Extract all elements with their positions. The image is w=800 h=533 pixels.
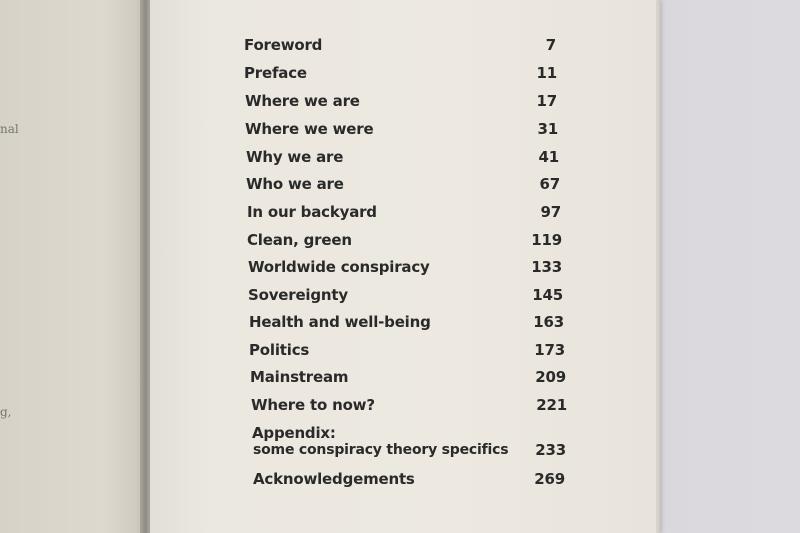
toc-entry-title: Foreword (244, 36, 323, 54)
toc-entry (0, 92, 800, 114)
toc-entry-title: Preface (244, 64, 307, 82)
toc-entry (0, 368, 800, 390)
toc-entry-page: 221 (536, 396, 567, 414)
toc-entry-title: Worldwide conspiracy (248, 258, 430, 276)
toc-entry-title: Health and well-being (249, 313, 431, 331)
toc-entry (0, 120, 800, 142)
toc-entry-title: Acknowledgements (253, 470, 415, 488)
toc-entry-title: Where to now? (251, 396, 375, 414)
toc-entry-title: Why we are (246, 148, 344, 166)
toc-entry-title: Where we were (245, 120, 374, 138)
toc-entry (0, 36, 800, 58)
toc-entry-title: In our backyard (247, 203, 377, 221)
toc-entry-page: 209 (535, 368, 566, 386)
toc-entry-title: Sovereignty (248, 286, 348, 304)
toc-entry (0, 341, 800, 363)
toc-entry-title: Mainstream (250, 368, 349, 386)
toc-entry-page: 17 (536, 92, 557, 110)
toc-entry-page: 67 (539, 175, 560, 193)
toc-entry (0, 313, 800, 335)
toc-entry-subtitle: some conspiracy theory specifics (253, 442, 509, 458)
toc-entry-page: 11 (536, 64, 557, 82)
toc-entry (0, 470, 800, 492)
toc-entry-title: Appendix: (252, 424, 336, 442)
toc-entry (0, 258, 800, 280)
toc-entry-page: 7 (545, 36, 556, 54)
toc-entry-page: 145 (532, 286, 563, 304)
toc-entry (0, 203, 800, 225)
toc-entry-page: 31 (537, 120, 558, 138)
toc-entry-page: 269 (534, 470, 565, 488)
toc-entry-page: 163 (533, 313, 564, 331)
toc-entry-title: Politics (249, 341, 310, 359)
toc-entry-page: 133 (531, 258, 562, 276)
left-page-fragment: nal (0, 122, 19, 136)
toc-entry-page: 97 (540, 203, 561, 221)
toc-entry (0, 64, 800, 86)
toc-entry (0, 175, 800, 197)
toc-entry-title: Who we are (246, 175, 344, 193)
toc-entry (0, 286, 800, 308)
toc-entry (0, 148, 800, 170)
left-page-fragment: g, (0, 405, 12, 419)
toc-entry-page: 119 (531, 231, 562, 249)
toc-entry-title: Clean, green (247, 231, 352, 249)
toc-entry-page: 41 (538, 148, 559, 166)
toc-entry-page: 233 (535, 441, 566, 459)
toc-entry (0, 396, 800, 418)
toc-entry (0, 424, 800, 466)
toc-entry (0, 231, 800, 253)
toc-entry-title: Where we are (245, 92, 360, 110)
toc-entry-page: 173 (534, 341, 565, 359)
